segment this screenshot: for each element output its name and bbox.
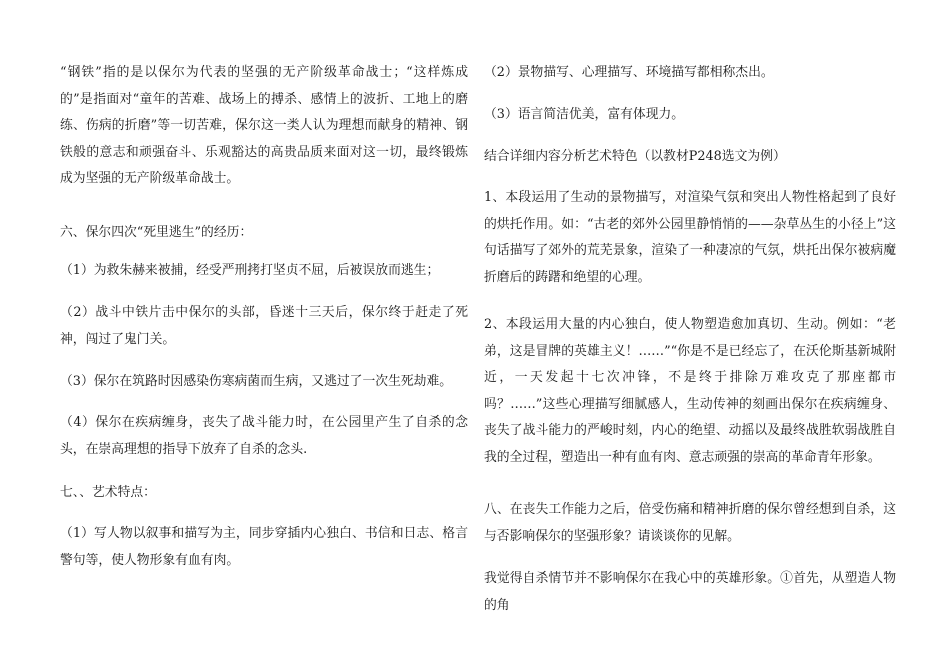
- escape-item-3: （3）保尔在筑路时因感染伤寒病菌而生病，又逃过了一次生死劫难。: [60, 374, 453, 389]
- escape-item-2: （2）战斗中铁片击中保尔的头部，昏迷十三天后，保尔终于赶走了死神，闯过了鬼门关。: [60, 305, 468, 347]
- art-feature-1: （1）写人物以叙事和描写为主，同步穿插内心独白、书信和日志、格言警句等，使人物形象有血有肉。: [60, 526, 468, 568]
- analysis-point-1: 1、本段运用了生动的景物描写，对渲染气氛和突出人物性格起到了良好的烘托作用。如：“古老的郊外公园里静悄悄的——杂草丛生的小径上”这句话描写了郊外的荒芜景象，渲染了一种凄凉的气氛，烘托出保尔被病魔折磨后的踌躇和绝望的心理。: [484, 190, 896, 285]
- escape-item-1: （1）为救朱赫来被捕，经受严刑拷打坚贞不屈，后被误放而逃生；: [60, 263, 440, 278]
- art-feature-2: （2）景物描写、心理描写、环境描写都相称杰出。: [484, 65, 774, 80]
- escape-item-4: （4）保尔在疾病缠身，丧失了战斗能力时，在公园里产生了自杀的念头，在崇高理想的指导下放弃了自杀的念头.: [60, 415, 468, 457]
- analysis-point-2: 2、本段运用大量的内心独白，使人物塑造愈加真切、生动。例如：“老弟，这是冒牌的英雄主义！……”“你是不是已经忘了，在沃伦斯基新城附近，一天发起十七次冲锋，不是终于排除万难攻克了那座都市吗？……”这些心理描写细腻感人，生动传神的刻画出保尔在疾病缠身、丧失了战斗能力的严峻时刻，内心的绝望、动摇以及最终战胜软弱战胜自我的全过程，塑造出一种有血有肉、意志顽强的崇高的革命青年形象。: [484, 317, 896, 465]
- section-seven-heading: 七、、艺术特点：: [60, 485, 156, 500]
- steel-meaning-paragraph: “钢铁”指的是以保尔为代表的坚强的无产阶级革命战士；“这样炼成的”是指面对“童年的苦难、战场上的搏杀、感情上的波折、工地上的磨练、伤病的折磨”等一切苦难，保尔这一类人认为理想而献身的精神、钢铁般的意志和顽强奋斗、乐观豁达的高贵品质来面对这一切，最终锻炼成为坚强的无产阶级革命战士。: [60, 65, 468, 186]
- section-eight-heading: 八、在丧失工作能力之后，倍受伤痛和精神折磨的保尔曾经想到自杀，这与否影响保尔的坚强形象？请谈谈你的见解。: [484, 502, 896, 544]
- analysis-title: 结合详细内容分析艺术特色（以教材P248选文为例）: [484, 149, 786, 164]
- art-feature-3: （3）语言简洁优美，富有体现力。: [484, 107, 685, 122]
- section-six-heading: 六、保尔四次“死里逃生”的经历：: [60, 225, 253, 240]
- answer-paragraph: 我觉得自杀情节并不影响保尔在我心中的英雄形象。①首先，从塑造人物的角: [484, 571, 896, 613]
